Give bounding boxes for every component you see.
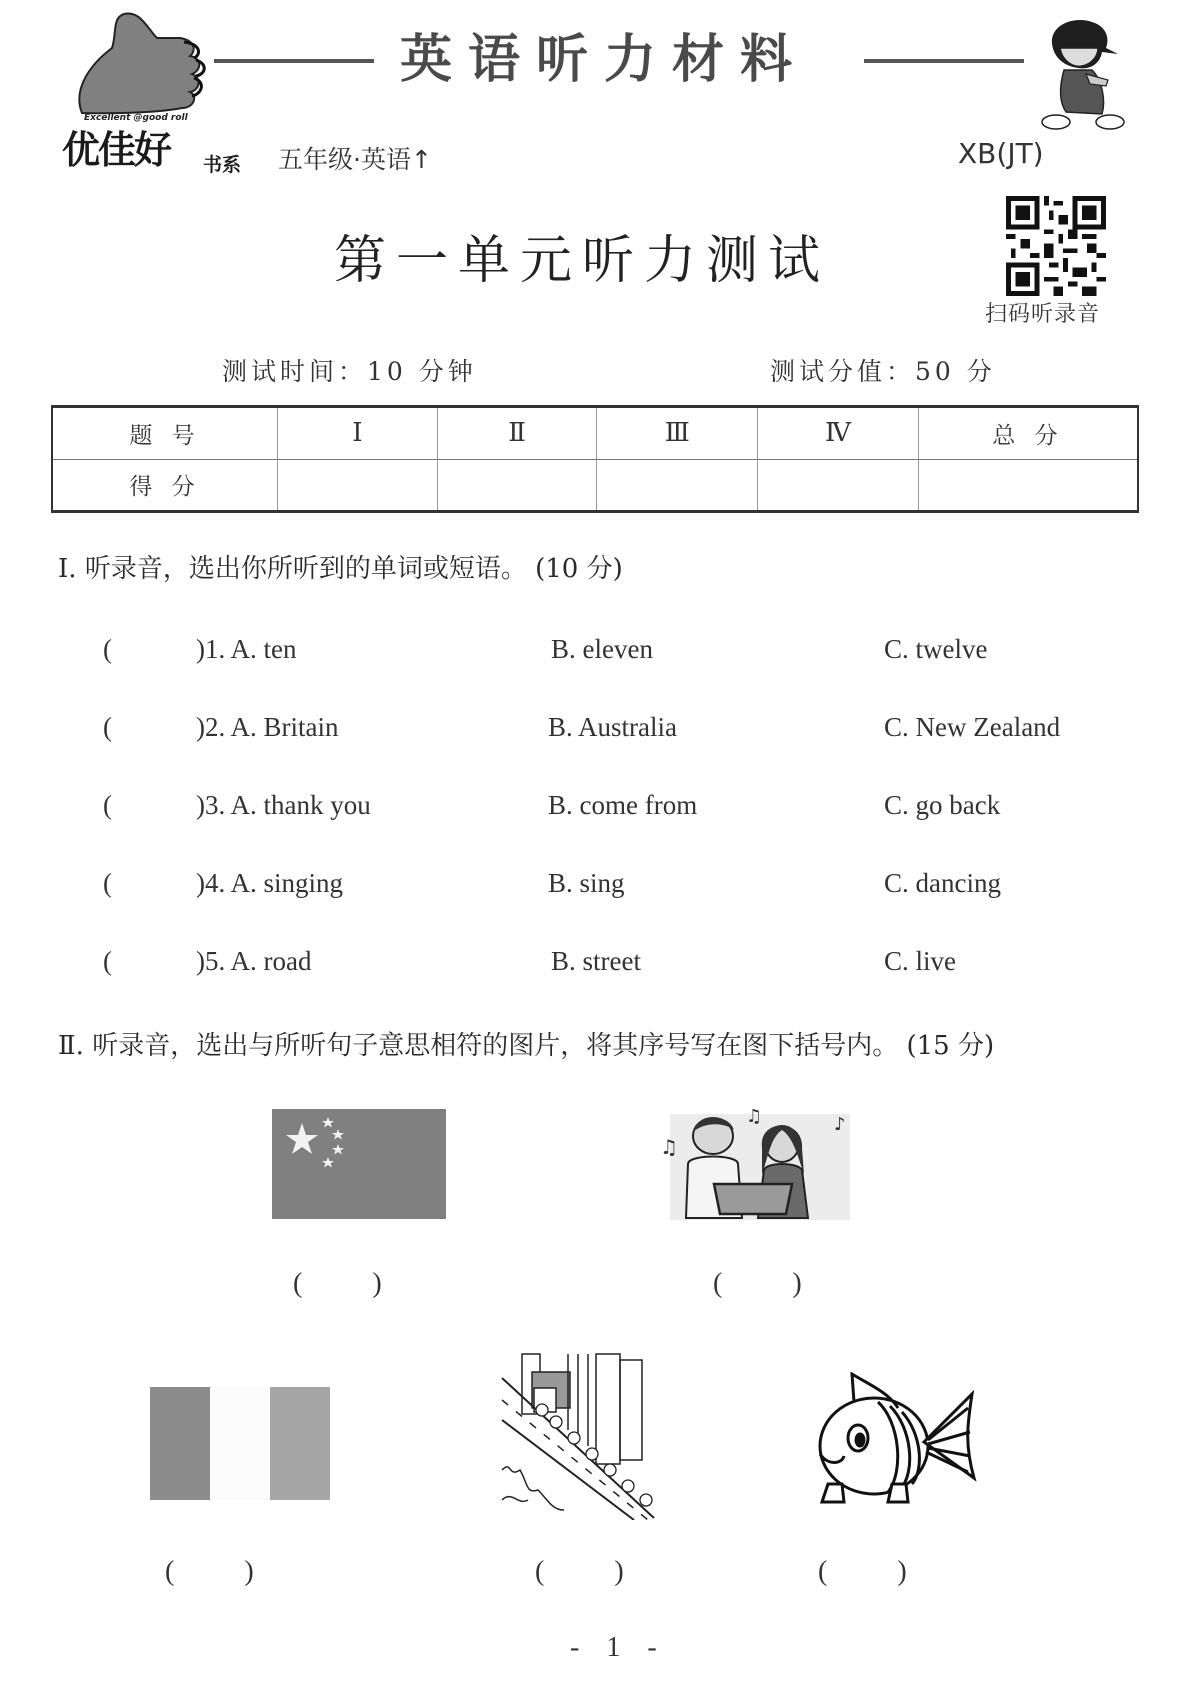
option-c: C. dancing	[884, 868, 1001, 898]
option-a: )5. A. road	[196, 946, 312, 976]
svg-text:♪: ♪	[834, 1114, 846, 1135]
question-row	[0, 868, 1191, 908]
answer-blank[interactable]: (	[103, 946, 112, 976]
tricolor-flag-icon	[150, 1387, 330, 1500]
answer-blank[interactable]: (	[103, 868, 112, 898]
option-c: C. New Zealand	[884, 712, 1061, 742]
option-c: C. live	[884, 946, 956, 976]
brand-suffix: 书系	[203, 154, 242, 176]
svg-text:♫: ♫	[660, 1135, 678, 1159]
answer-blank[interactable]: ( )	[165, 1556, 254, 1587]
option-c: C. twelve	[884, 634, 988, 664]
city-street-icon	[498, 1350, 656, 1520]
section-2-heading	[58, 1025, 994, 1062]
answer-blank[interactable]: ( )	[713, 1268, 802, 1299]
section-1-points: (10 分)	[535, 554, 623, 584]
question-row	[0, 946, 1191, 986]
score-table	[51, 405, 1139, 513]
answer-blank[interactable]: (	[103, 790, 112, 820]
logo-tagline: Excellent @good roll	[84, 113, 188, 123]
col-header-total: 总 分	[918, 407, 1138, 460]
score-cell-2[interactable]	[437, 459, 597, 512]
header-rule-right	[864, 59, 1024, 63]
answer-blank[interactable]: ( )	[535, 1556, 624, 1587]
singing-children-icon	[658, 1104, 854, 1220]
section-2-points: (15 分)	[906, 1031, 995, 1061]
banner-title: 英语听力材料	[400, 30, 809, 90]
section-1-heading	[58, 548, 623, 585]
test-time: 测试时间：10 分钟	[222, 357, 477, 386]
score-cell-1[interactable]	[278, 459, 438, 512]
edition-code: XB(JT)	[958, 137, 1044, 170]
option-b: B. street	[551, 946, 641, 976]
score-cell-3[interactable]	[597, 459, 758, 512]
option-a: )2. A. Britain	[196, 712, 339, 742]
answer-blank[interactable]: (	[103, 634, 112, 664]
qr-label: 扫码听录音	[985, 302, 1101, 327]
col-header-1: Ⅰ	[278, 407, 438, 460]
page-number: - 1 -	[570, 1632, 667, 1663]
option-b: B. eleven	[551, 634, 653, 664]
option-b: B. come from	[548, 790, 698, 820]
answer-blank[interactable]: ( )	[818, 1556, 907, 1587]
thumbs-up-logo-icon	[62, 8, 212, 118]
header-rule-left	[214, 59, 374, 63]
option-a: )4. A. singing	[196, 868, 344, 898]
score-cell-total[interactable]	[918, 459, 1138, 512]
table-score-row	[52, 459, 1138, 512]
section-1-number: Ⅰ.	[58, 554, 77, 584]
option-c: C. go back	[884, 790, 1001, 820]
brand-name: 优佳好	[62, 128, 171, 172]
page-title: 第一单元听力测试	[334, 231, 831, 291]
option-a: )3. A. thank you	[196, 790, 371, 820]
svg-text:♫: ♫	[746, 1106, 763, 1127]
section-2-number: Ⅱ.	[58, 1031, 84, 1061]
mascot-boy-icon	[1030, 14, 1130, 136]
grade-subject: 五年级·英语↑	[278, 145, 432, 174]
row-label-score: 得 分	[52, 459, 278, 512]
option-b: B. sing	[548, 868, 625, 898]
question-row	[0, 790, 1191, 830]
option-b: B. Australia	[548, 712, 677, 742]
option-a: )1. A. ten	[196, 634, 297, 664]
qr-code-icon[interactable]	[1003, 196, 1109, 296]
col-header-3: Ⅲ	[597, 407, 758, 460]
col-header-4: Ⅳ	[758, 407, 919, 460]
china-flag-icon	[272, 1109, 446, 1219]
table-header-row	[52, 407, 1138, 460]
col-header-2: Ⅱ	[437, 407, 597, 460]
fish-icon	[808, 1372, 978, 1508]
answer-blank[interactable]: (	[103, 712, 112, 742]
row-label-question-number: 题 号	[52, 407, 278, 460]
section-2-instruction: 听录音，选出与所听句子意思相符的图片，将其序号写在图下括号内。	[92, 1031, 899, 1061]
question-row	[0, 712, 1191, 752]
score-cell-4[interactable]	[758, 459, 919, 512]
question-row	[0, 634, 1191, 674]
answer-blank[interactable]: ( )	[293, 1268, 382, 1299]
test-score-value: 测试分值：50 分	[770, 357, 996, 386]
section-1-instruction: 听录音，选出你所听到的单词或短语。	[84, 554, 527, 584]
